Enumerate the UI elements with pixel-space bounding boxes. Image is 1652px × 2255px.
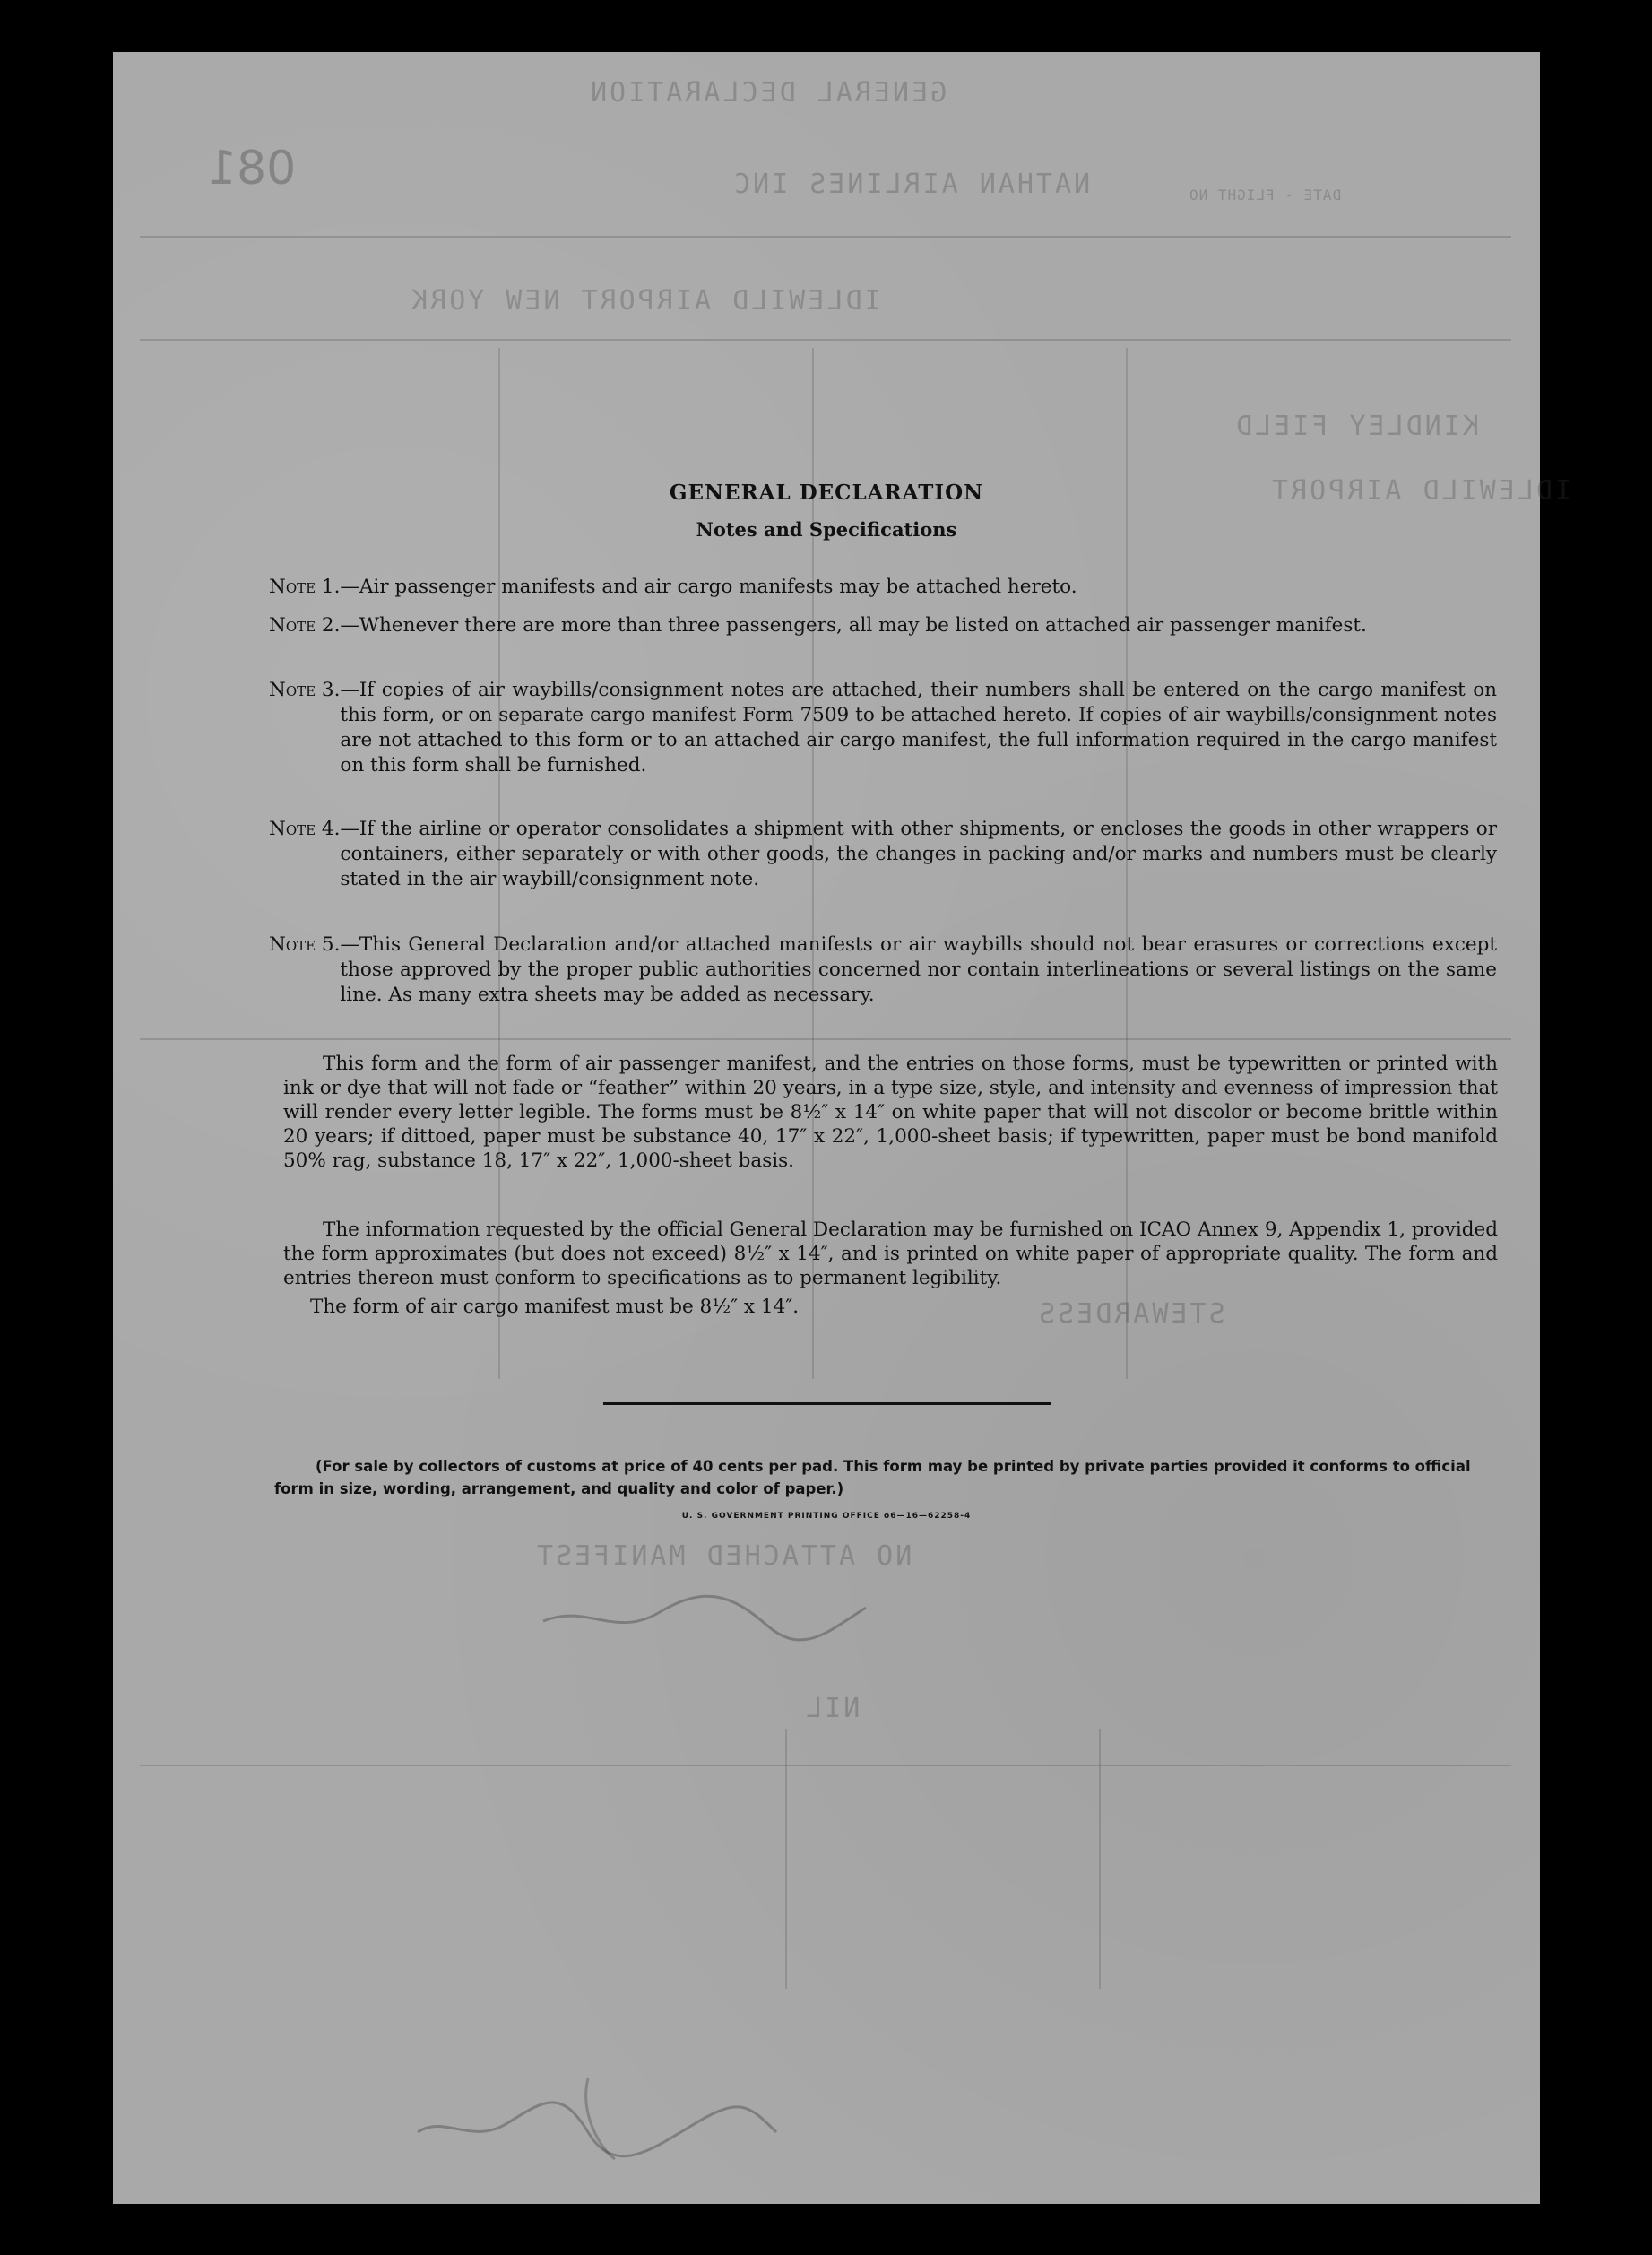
note-1-text: —Air passenger manifests and air cargo manifests may be attached hereto. (340, 576, 1077, 598)
bleed-through-small: DATE - FLIGHT NO (1189, 186, 1342, 204)
bleed-vline (785, 1729, 787, 1989)
note-1 (269, 575, 1497, 600)
bleed-line (140, 236, 1511, 238)
bleed-line (140, 339, 1511, 341)
signature-scribble-bottom (409, 2060, 785, 2168)
note-5-label: Note 5. (269, 933, 341, 956)
note-3-text: —If copies of air waybills/consignment notes are attached, their numbers shall be entered on the cargo manifest on this form, or on separate cargo manifest Form 7509 to be attached hereto. If copies of air waybills/consignment notes are not attached to this form or to an attached air cargo manifest, the full information required in the cargo manifest on this form shall be furnished. (340, 679, 1497, 776)
bleed-through-crew: STEWARDESS (1036, 1298, 1225, 1330)
document-title: GENERAL DECLARATION (669, 481, 984, 505)
sale-note: (For sale by collectors of customs at price of 40 cents per pad. This form may be printed by private parties provided it conforms to official form in size, wording, arrangement, and quality and color of paper.) (274, 1458, 1471, 1497)
icao-paragraph: The information requested by the official General Declaration may be furnished on ICAO Annex 9, Appendix 1, provided the form approximates (but does not exceed) 8½″ x 14″, and is printed on white paper of appropriate quality. The form and entries thereon must conform to specifications as to permanent legibility. (283, 1219, 1499, 1289)
separator-rule (603, 1402, 1051, 1405)
bleed-through-route: KINDLEY FIELD (1233, 411, 1479, 442)
bleed-through-number: 081 (207, 142, 297, 195)
cargo-manifest-size-paragraph: The form of air cargo manifest must be 8½″ x 14″. (310, 1296, 800, 1318)
document-page (113, 52, 1571, 2204)
bleed-line (140, 1038, 1511, 1040)
note-3 (269, 678, 1497, 778)
note-4-text: —If the airline or operator consolidates a shipment with other shipments, or encloses the goods in other wrappers or containers, either separately or with other goods, the changes in packing and/or marks and numbers must be clearly stated in the air waybill/consignment note. (340, 818, 1497, 890)
bleed-vline (1099, 1729, 1101, 1989)
bleed-through-heading: GENERAL DECLARATION (588, 77, 947, 108)
document-subtitle: Notes and Specifications (696, 518, 957, 541)
note-2-label: Note 2. (269, 614, 341, 637)
note-1-label: Note 1. (269, 576, 341, 598)
note-2-text: —Whenever there are more than three passengers, all may be listed on attached air passenger manifest. (340, 614, 1367, 637)
bleed-through-route-2: IDLEWILD AIRPORT (1269, 475, 1571, 507)
bleed-through-nil: NIL (803, 1693, 861, 1724)
note-4-label: Note 4. (269, 818, 341, 840)
printing-office-line: U. S. GOVERNMENT PRINTING OFFICE o6—16—62258-4 (681, 1512, 972, 1521)
note-5-text: —This General Declaration and/or attached manifests or air waybills should not bear erasures or corrections except those approved by the proper public authorities concerned nor contain interlineations or several listings on the same line. As many extra sheets may be added as necessary. (340, 933, 1497, 1006)
bleed-through-stamp: NO ATTACHED MANIFEST (534, 1540, 912, 1572)
signature-scribble-stamp (534, 1576, 875, 1648)
note-2 (269, 613, 1497, 638)
form-requirements-paragraph: This form and the form of air passenger manifest, and the entries on those forms, must be typewritten or printed with ink or dye that will not fade or “feather” within 20 years, in a type size, style, and intensity and evenness of impression that will render every letter legible. The forms must be 8½″ x 14″ on white paper that will not discolor or become brittle within 20 years; if dittoed, paper must be substance 40, 17″ x 22″, 1,000-sheet basis; if typewritten, paper must be bond manifold 50% rag, substance 18, 17″ x 22″, 1,000-sheet basis. (283, 1053, 1498, 1172)
note-3-label: Note 3. (269, 679, 341, 701)
bleed-through-place: IDLEWILD AIRPORT NEW YORK (409, 285, 881, 317)
note-4 (269, 817, 1497, 892)
bleed-through-operator: NATHAN AIRLINES INC (731, 169, 1091, 200)
note-5 (269, 932, 1497, 1008)
bleed-line (140, 1765, 1511, 1766)
